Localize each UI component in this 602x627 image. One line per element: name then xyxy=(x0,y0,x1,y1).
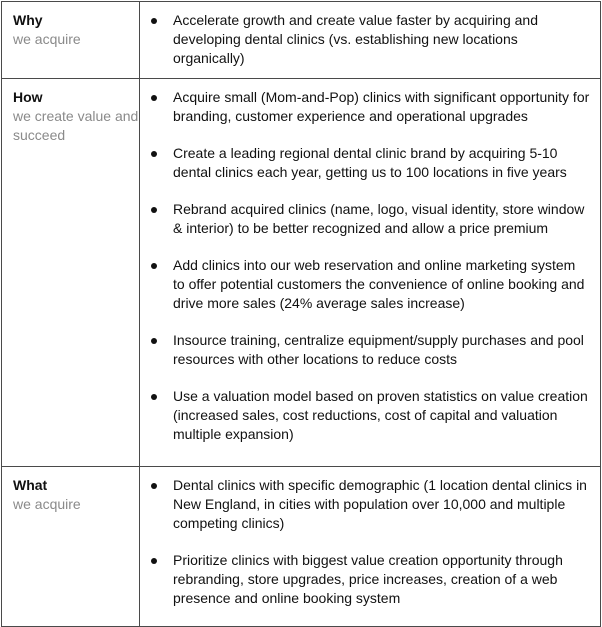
row-title: Why xyxy=(13,12,43,28)
acquisition-strategy-table xyxy=(1,1,601,627)
bullet-dot-icon xyxy=(151,394,157,400)
bullet-dot-icon xyxy=(151,207,157,213)
bullet-text: Add clinics into our web reservation and online marketing system to offer potential customers the convenience of online booking and drive more sales (24% average sales increase) xyxy=(173,257,585,311)
bullet-item xyxy=(140,144,590,182)
bullet-dot-icon xyxy=(151,18,157,24)
label-cell-what xyxy=(2,467,140,627)
bullet-item xyxy=(140,256,590,313)
bullets-cell-what xyxy=(140,467,601,627)
bullet-item xyxy=(140,331,590,369)
bullet-list-what xyxy=(140,476,590,608)
bullet-dot-icon xyxy=(151,558,157,564)
bullet-dot-icon xyxy=(151,483,157,489)
bullet-dot-icon xyxy=(151,338,157,344)
row-how xyxy=(2,79,601,467)
bullet-text: Prioritize clinics with biggest value creation opportunity through rebranding, store upgrades, price increases, creation of a web presence and online booking system xyxy=(173,552,563,606)
label-cell-why xyxy=(2,2,140,79)
bullet-text: Use a valuation model based on proven statistics on value creation (increased sales, cost reductions, cost of capital and valuation multiple expansion) xyxy=(173,388,588,442)
bullet-list-how xyxy=(140,88,590,444)
row-what xyxy=(2,467,601,627)
bullet-list-why xyxy=(140,11,590,68)
label-cell-how xyxy=(2,79,140,467)
bullet-text: Accelerate growth and create value faster by acquiring and developing dental clinics (vs. establishing new locations organically) xyxy=(173,12,538,66)
row-subtitle: we create value and succeed xyxy=(13,108,139,143)
bullets-cell-why xyxy=(140,2,601,79)
bullet-dot-icon xyxy=(151,151,157,157)
bullet-text: Rebrand acquired clinics (name, logo, visual identity, store window & interior) to be better recognized and allow a price premium xyxy=(173,201,585,236)
bullet-item xyxy=(140,551,590,608)
bullet-dot-icon xyxy=(151,263,157,269)
bullet-text: Create a leading regional dental clinic brand by acquiring 5-10 dental clinics each year, getting us to 100 locations in five years xyxy=(173,145,567,180)
bullet-item xyxy=(140,11,590,68)
bullets-cell-how xyxy=(140,79,601,467)
bullet-item xyxy=(140,387,590,444)
row-why xyxy=(2,2,601,79)
bullet-text: Dental clinics with specific demographic (1 location dental clinics in New England, in cities with population over 10,000 and multiple competing clinics) xyxy=(173,477,587,531)
bullet-text: Insource training, centralize equipment/supply purchases and pool resources with other locations to reduce costs xyxy=(173,332,584,367)
bullet-item xyxy=(140,88,590,126)
bullet-text: Acquire small (Mom-and-Pop) clinics with significant opportunity for branding, customer experience and operational upgrades xyxy=(173,89,590,124)
row-title: What xyxy=(13,477,48,493)
row-subtitle: we acquire xyxy=(13,496,81,512)
row-title: How xyxy=(13,89,43,105)
row-subtitle: we acquire xyxy=(13,31,81,47)
bullet-item xyxy=(140,200,590,238)
bullet-dot-icon xyxy=(151,95,157,101)
bullet-item xyxy=(140,476,590,533)
